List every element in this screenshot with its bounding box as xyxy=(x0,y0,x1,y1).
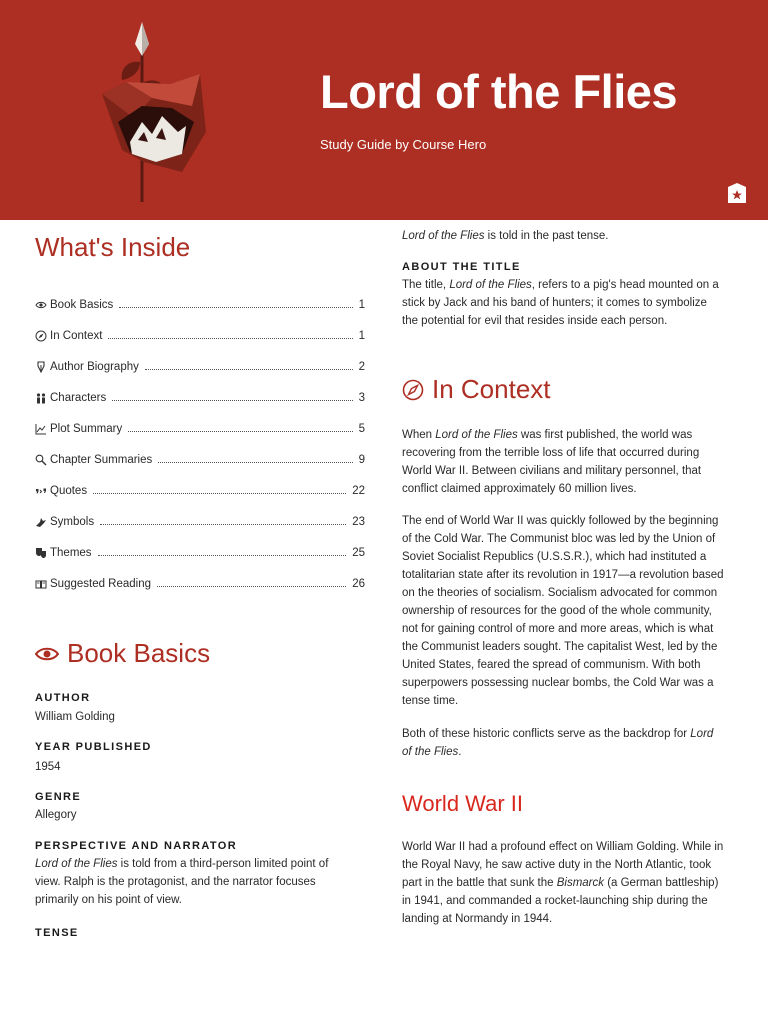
in-context-paragraph-1: When Lord of the Flies was first published, the world was recovering from the terrible loss of life that occurred during World War II. Between civilians and military personnel, that conflict claimed approximately 60 million lives. xyxy=(402,429,702,495)
perspective-line: primarily on his point of view. xyxy=(35,894,183,906)
toc-leader xyxy=(100,524,346,525)
toc-leader xyxy=(112,400,352,401)
masks-icon xyxy=(35,547,47,559)
quote-icon xyxy=(35,485,47,497)
perspective-label: PERSPECTIVE AND NARRATOR xyxy=(35,840,238,852)
tense-value: Lord of the Flies is told in the past tense. xyxy=(402,230,609,242)
toc-item-label: Quotes xyxy=(50,485,88,497)
perspective-line: Lord of the Flies is told from a third-person limited point of xyxy=(35,858,329,870)
book-title-italic: Lord of the Flies xyxy=(35,858,118,870)
document-title: Lord of the Flies xyxy=(320,65,678,118)
toc-leader xyxy=(108,338,352,339)
about-title-label: ABOUT THE TITLE xyxy=(402,261,521,273)
toc-page-number: 26 xyxy=(352,578,365,590)
eye-icon xyxy=(35,646,59,662)
book-title-italic: Lord of the Flies xyxy=(449,279,532,291)
toc-heading: What's Inside xyxy=(35,232,191,262)
header-banner xyxy=(0,0,768,220)
perspective-value xyxy=(35,855,365,909)
book-icon xyxy=(35,578,47,590)
people-icon xyxy=(35,392,47,404)
author-label: AUTHOR xyxy=(35,692,91,704)
genre-value: Allegory xyxy=(35,809,77,821)
eye-icon xyxy=(35,299,47,311)
toc-page-number: 1 xyxy=(358,299,365,311)
book-basics-heading-text: Book Basics xyxy=(67,638,211,668)
toc-item-suggested-reading[interactable] xyxy=(35,574,365,590)
toc-page-number: 25 xyxy=(352,547,365,559)
in-context-paragraph-2: The end of World War II was quickly followed by the beginning of the Cold War. The Communist bloc was led by the Union of Soviet Socialist Republics (U.S.S.R.), which had instituted a totalitarian state after its revolution in 1917—a revolution based on the theories of socialism. Socialism advocated for common ownership of resources for the good of the whole community, not for gaining control of more and more areas, which is what the Communist leaders sought. The capitalist West, led by the United States, feared the spread of communism. With both superpowers possessing nuclear bombs, the Cold War was a tense time. xyxy=(402,515,724,707)
world-war-ii-heading: World War II xyxy=(402,791,524,816)
line-graph-icon xyxy=(35,423,47,435)
year-published-label: YEAR PUBLISHED xyxy=(35,741,152,753)
year-published-value: 1954 xyxy=(35,761,61,773)
toc-item-author-biography[interactable] xyxy=(35,357,365,373)
toc-item-label: Characters xyxy=(50,392,107,404)
toc-item-book-basics[interactable] xyxy=(35,295,365,311)
toc-item-label: In Context xyxy=(50,330,103,342)
in-context-heading-text: In Context xyxy=(432,374,551,404)
ship-name-italic: Bismarck xyxy=(556,877,604,889)
toc-item-themes[interactable] xyxy=(35,543,365,559)
document-subtitle: Study Guide by Course Hero xyxy=(320,137,487,152)
toc-item-label: Suggested Reading xyxy=(50,578,152,590)
toc-item-plot-summary[interactable] xyxy=(35,419,365,435)
book-title-italic: Lord xyxy=(690,728,714,740)
about-title-text: The title, Lord of the Flies, refers to a pig's head mounted on a stick by Jack and his band of hunters; it comes to symbolize the potential for evil that resides inside each person. xyxy=(402,279,719,327)
author-value: William Golding xyxy=(35,711,115,723)
toc-leader xyxy=(98,555,347,556)
toc-item-symbols[interactable] xyxy=(35,512,365,528)
compass-icon xyxy=(35,330,47,342)
toc-item-quotes[interactable] xyxy=(35,481,365,497)
toc-leader xyxy=(128,431,352,432)
toc-leader xyxy=(119,307,352,308)
genre-label: GENRE xyxy=(35,791,82,803)
toc-leader xyxy=(158,462,352,463)
toc-item-label: Themes xyxy=(50,547,92,559)
in-context-heading xyxy=(402,374,551,405)
toc-page-number: 1 xyxy=(358,330,365,342)
toc-item-label: Plot Summary xyxy=(50,423,123,435)
toc-item-label: Book Basics xyxy=(50,299,114,311)
tense-label: TENSE xyxy=(35,927,79,939)
toc-page-number: 23 xyxy=(352,516,365,528)
toc-leader xyxy=(157,586,346,587)
toc-page-number: 9 xyxy=(358,454,365,466)
toc-item-label: Chapter Summaries xyxy=(50,454,153,466)
toc-page-number: 5 xyxy=(358,423,365,435)
toc-page-number: 2 xyxy=(358,361,365,373)
magnifier-icon xyxy=(35,454,47,466)
book-title-italic: Lord of the Flies xyxy=(402,230,485,242)
pen-nib-icon xyxy=(35,361,47,373)
bird-icon xyxy=(35,516,47,528)
course-hero-logo-icon xyxy=(728,183,746,203)
book-title-italic: Lord of the Flies xyxy=(435,429,518,441)
toc-leader xyxy=(145,369,353,370)
world-war-ii-paragraph: World War II had a profound effect on William Golding. While in the Royal Navy, he saw active duty in the North Atlantic, took part in the battle that sunk the Bismarck (a German battleship) in 1941, and commanded a rocket-launching ship during the landing at Normandy in 1944. xyxy=(402,841,724,925)
toc-page-number: 22 xyxy=(352,485,365,497)
toc-item-label: Symbols xyxy=(50,516,95,528)
compass-icon xyxy=(402,379,424,401)
toc-leader xyxy=(93,493,346,494)
toc-item-in-context[interactable] xyxy=(35,326,365,342)
book-title-italic: of the Flies xyxy=(402,746,459,758)
cover-illustration xyxy=(82,22,210,204)
in-context-paragraph-3: Both of these historic conflicts serve as the backdrop for Lord of the Flies. xyxy=(402,728,714,758)
toc-item-label: Author Biography xyxy=(50,361,139,373)
toc-item-characters[interactable] xyxy=(35,388,365,404)
perspective-line: view. Ralph is the protagonist, and the narrator focuses xyxy=(35,876,316,888)
toc-item-chapter-summaries[interactable] xyxy=(35,450,365,466)
toc-page-number: 3 xyxy=(358,392,365,404)
book-basics-heading xyxy=(35,638,210,669)
